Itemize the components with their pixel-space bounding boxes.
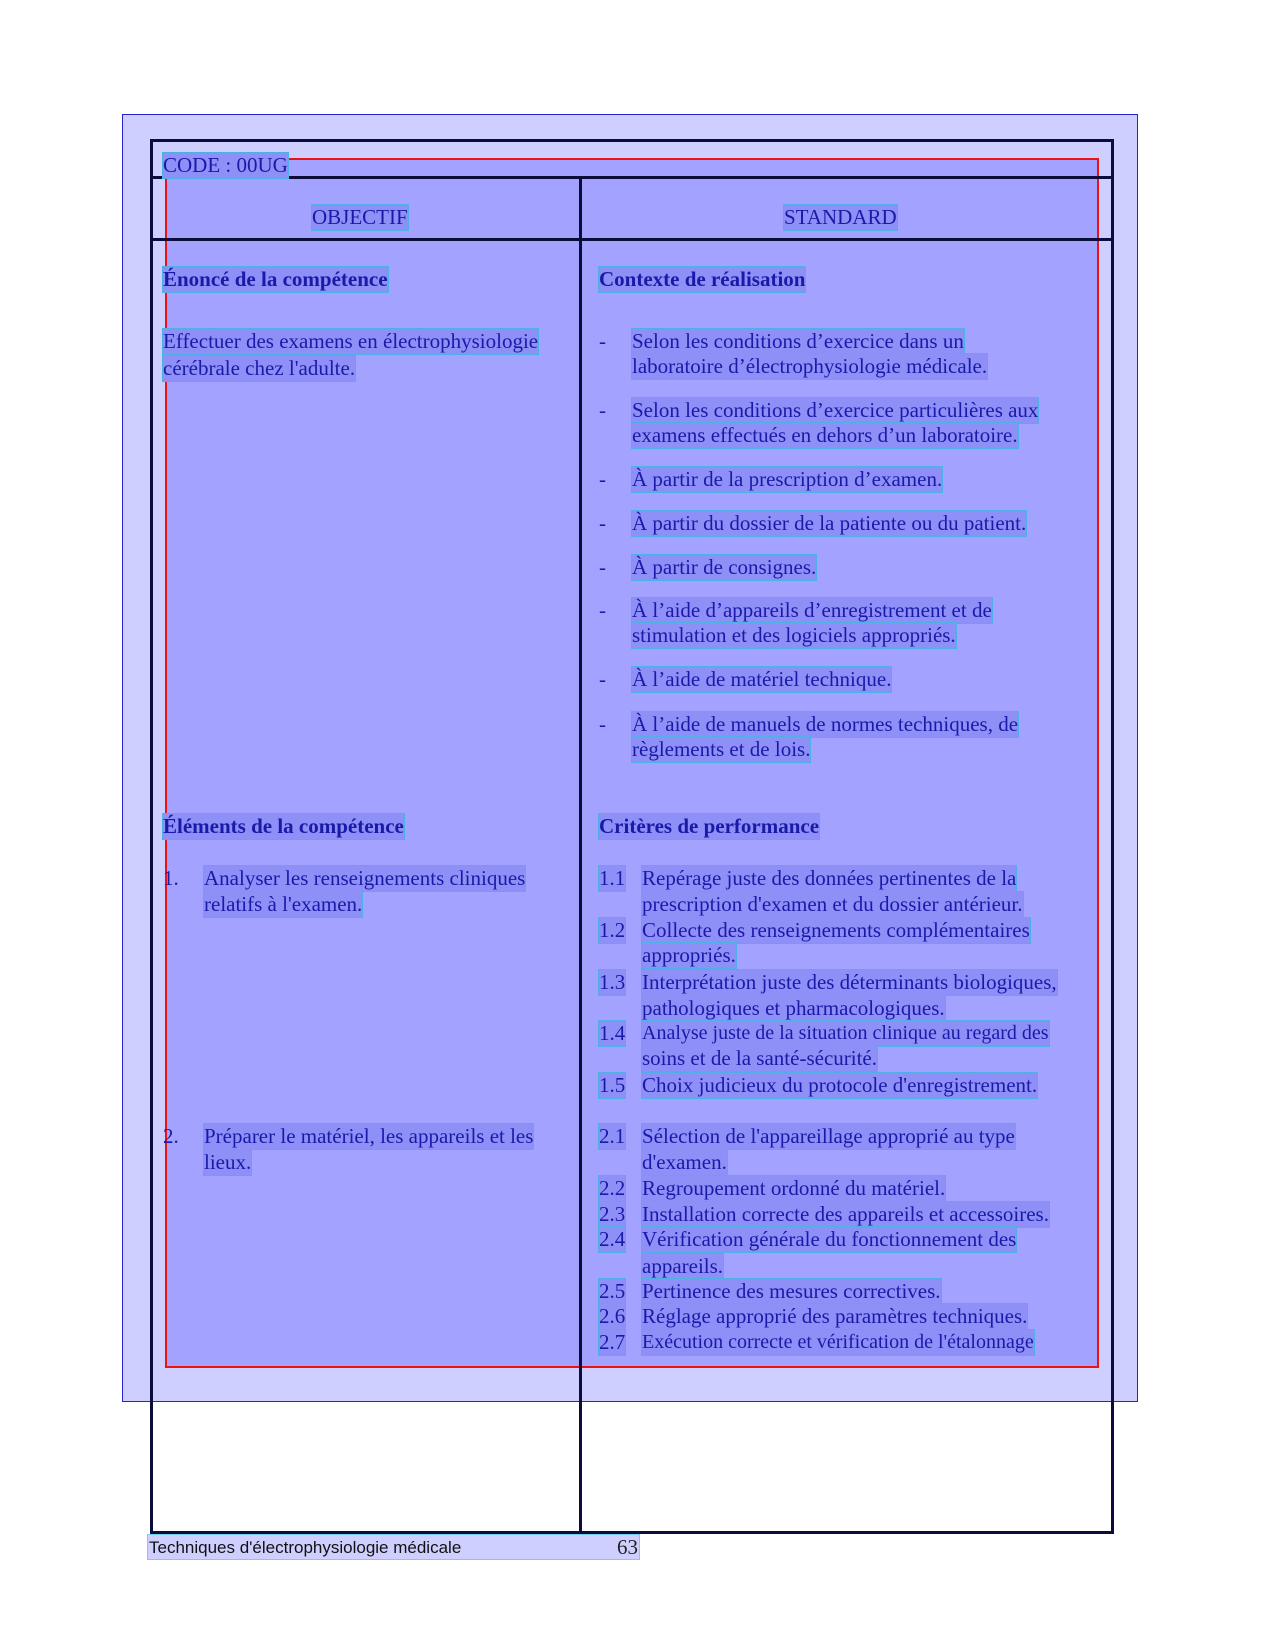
criterion-number: 1.2 (599, 918, 626, 942)
header-objectif: OBJECTIF (312, 205, 408, 229)
competency-code: CODE : 00UG (163, 153, 288, 177)
element-line: Analyser les renseignements cliniques (204, 866, 526, 890)
criterion-line: pathologiques et pharmacologiques. (642, 996, 945, 1020)
table-header-bottom-border (150, 238, 1114, 241)
table-left-border (150, 139, 153, 1534)
criterion-line: Analyse juste de la situation clinique au regard des (642, 1022, 1049, 1044)
criterion-line: Interprétation juste des déterminants biologiques, (642, 970, 1057, 994)
context-line: règlements et de lois. (632, 737, 811, 761)
competency-statement-line: Effectuer des examens en électrophysiologie (163, 329, 539, 353)
criterion-number: 2.5 (599, 1279, 626, 1303)
table-column-divider (579, 176, 582, 1534)
criterion-line: Réglage approprié des paramètres techniques. (642, 1304, 1028, 1328)
context-bullet: - (599, 555, 606, 579)
context-line: À l’aide de manuels de normes techniques, de (632, 712, 1019, 736)
criterion-line: d'examen. (642, 1150, 727, 1174)
table-header-border (150, 176, 1114, 179)
criterion-line: Pertinence des mesures correctives. (642, 1279, 941, 1303)
context-line: À partir de la prescription d’examen. (632, 467, 943, 491)
context-bullet: - (599, 511, 606, 535)
criterion-line: appareils. (642, 1254, 724, 1278)
context-bullet: - (599, 712, 606, 736)
context-line: À partir du dossier de la patiente ou du patient. (632, 511, 1027, 535)
competency-statement-title: Énoncé de la compétence (163, 267, 388, 291)
context-bullet: - (599, 667, 606, 691)
criterion-number: 2.3 (599, 1202, 626, 1226)
context-line: examens effectués en dehors d’un laboratoire. (632, 423, 1018, 447)
context-line: Selon les conditions d’exercice dans un (632, 329, 964, 353)
performance-criteria-title: Critères de performance (599, 814, 820, 838)
competency-statement-line: cérébrale chez l'adulte. (163, 356, 356, 380)
criterion-line: prescription d'examen et du dossier antérieur. (642, 892, 1023, 916)
element-number: 1. (163, 866, 179, 890)
context-bullet: - (599, 467, 606, 491)
criterion-number: 2.2 (599, 1176, 626, 1200)
context-line: À l’aide de matériel technique. (632, 667, 892, 691)
footer-title: Techniques d'électrophysiologie médicale (149, 1538, 462, 1557)
criterion-number: 1.5 (599, 1073, 626, 1097)
criterion-number: 1.3 (599, 970, 626, 994)
element-line: lieux. (204, 1150, 252, 1174)
criterion-line: Choix judicieux du protocole d'enregistrement. (642, 1073, 1038, 1097)
element-number: 2. (163, 1124, 179, 1148)
criterion-line: Repérage juste des données pertinentes de la (642, 866, 1017, 890)
criterion-number: 2.4 (599, 1227, 626, 1251)
table-right-border (1111, 139, 1114, 1534)
context-line: Selon les conditions d’exercice particulières aux (632, 398, 1039, 422)
criterion-line: appropriés. (642, 943, 736, 967)
criterion-line: Sélection de l'appareillage approprié au type (642, 1124, 1015, 1148)
context-line: laboratoire d’électrophysiologie médicale. (632, 354, 988, 378)
context-bullet: - (599, 329, 606, 353)
table-top-border (150, 139, 1114, 142)
criterion-number: 1.4 (599, 1021, 626, 1045)
page-number: 63 (617, 1535, 638, 1559)
context-line: À partir de consignes. (632, 555, 817, 579)
context-bullet: - (599, 598, 606, 622)
context-bullet: - (599, 398, 606, 422)
table-bottom-border (150, 1531, 1114, 1534)
criterion-line: Vérification générale du fonctionnement des (642, 1227, 1017, 1251)
criterion-line: Collecte des renseignements complémentaires (642, 918, 1030, 942)
competency-elements-title: Éléments de la compétence (163, 814, 404, 838)
context-line: stimulation et des logiciels appropriés. (632, 623, 956, 647)
criterion-number: 2.6 (599, 1304, 626, 1328)
context-title: Contexte de réalisation (599, 267, 806, 291)
header-standard: STANDARD (784, 205, 897, 229)
criterion-number: 1.1 (599, 866, 626, 890)
criterion-line: Exécution correcte et vérification de l'étalonnage (642, 1331, 1034, 1353)
criterion-number: 2.1 (599, 1124, 626, 1148)
criterion-number: 2.7 (599, 1330, 626, 1354)
criterion-line: Regroupement ordonné du matériel. (642, 1176, 946, 1200)
criterion-line: Installation correcte des appareils et accessoires. (642, 1202, 1049, 1226)
element-line: Préparer le matériel, les appareils et les (204, 1124, 534, 1148)
element-line: relatifs à l'examen. (204, 892, 363, 916)
context-line: À l’aide d’appareils d’enregistrement et de (632, 598, 992, 622)
criterion-line: soins et de la santé-sécurité. (642, 1046, 877, 1070)
